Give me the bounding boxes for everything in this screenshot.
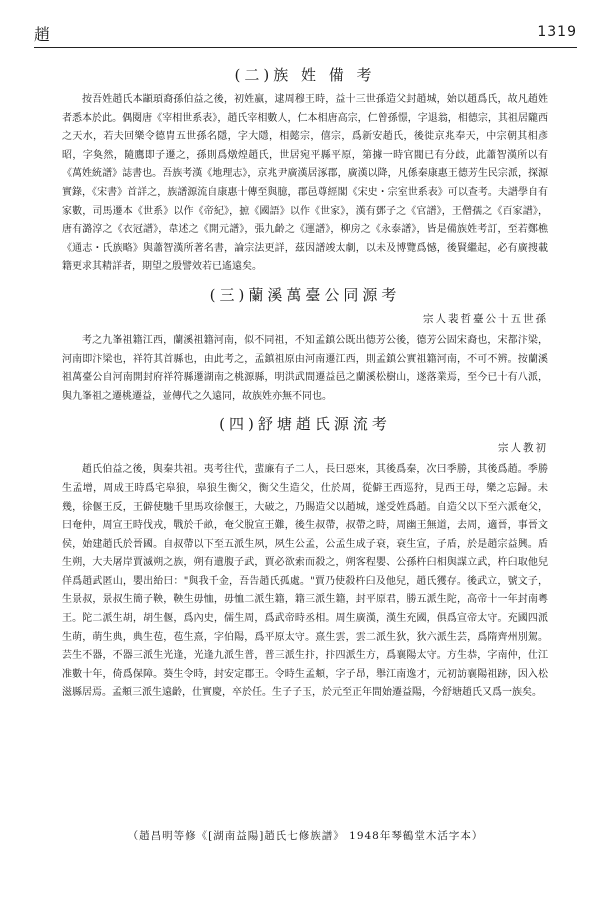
- source-citation: （趙昌明等修《[湖南益陽]趙氏七修族譜》 1948年琴鶴堂木活字本）: [127, 830, 484, 842]
- section-lanxi-origin: [62, 284, 548, 406]
- header-surname: 趙: [34, 25, 51, 44]
- section-title: (三)蘭溪萬臺公同源考: [209, 285, 401, 304]
- paragraph: 趙氏伯益之後，與秦共祖。夷考往代，蜚廉有子二人，長曰惡來，其後爲秦，次曰季勝，其後爲趙。季勝生孟增，周成王時爲宅皋狼，皋狼生衡父，衡父生造父，仕於周，從僻王西巡狩，見西王母，樂之忘歸。未幾，徐偃王反，王僻使馳千里馬攻徐偃王，大破之，乃賜造父以趙城，遂受姓爲趙。自造父以下至六派奄父，曰奄仲，周宣王時伐戎，戰於千畝，奄父脫宣王難，後生叔帶，叔帶之時，周幽王無道，去周，適晉，事晉文侯，始建趙氏於晉國。自叔帶以下至五派生夙，夙生公孟，公孟生成子衰，衰生宣，子盾，於是趙宗益興。盾生朔，大夫屠岸賈滅朔之族，朔有遺腹子武，賈必欲索而殺之，朔客程嬰、公孫杵臼相與謀立武，杵臼取他兒佯爲趙武匿山，嬰出紿曰："與我千金，吾告趙氏孤處。"賈乃使殺杵臼及他兒，趙氏獲存。後武立，號文子，生景叔，景叔生簡子鞅，鞅生毋恤，毋恤二派生籍，籍三派生籍，封平原君，勝五派生陀，高帝十一年封南粵王。陀二派生胡，胡生偃，爲內史，儒生周，爲武帝時丞相。周生廣漢，漢生充國，俱爲宣帝太守。充國四派生萌，萌生典，典生苞，苞生熹，字伯陽，爲平原太守。熹生雲，雲二派生狄，狄六派生芸，爲隋齊州別駕。芸生不器，不器三派生光逢，光逢九派生普，普三派生抃，抃四派生方，爲襄陽太守。方生恭，字南仲，仕江准數十年，倚爲保障。葵生令時，封安定郡王。令時生孟頫，字子昂，舉江南逸才，元初訪襄陽祖跡，因入松滋縣居焉。孟頫三派生遠齡，仕實慶，卒於任。生子子玉，於元至正年間始遷益陽，今舒塘趙氏又爲一族矣。: [62, 464, 548, 699]
- section-shutang-origin: [62, 413, 548, 703]
- section-title: (四)舒塘趙氏源流考: [219, 415, 391, 434]
- section-author: 宗人教初: [498, 442, 548, 455]
- main-content: [62, 60, 548, 710]
- section-author: 宗人裴哲臺公十五世孫: [423, 312, 548, 325]
- header-rule: [34, 47, 577, 48]
- paragraph: 按吾姓趙氏本顓頊裔孫伯益之後，初姓嬴，逮周穆王時，益十三世孫造父封趙城，始以趙爲氏，故凡趙姓者悉本於此。偶閱唐《宰相世系表》，趙氏宰相數人，仁本相唐高宗，仁曾孫憬，字退翁，相德宗，其祖居隴西之天水，若夫回樂令德胄五世孫名隱，字大隱，相懿宗，僖宗，爲新安趙氏，後徙京兆奉天，中宗朝其相彥昭，字奐然，隨鷹即子遷之，孫則爲燉煌趙氏，世居宛平縣平原，第據一時官閥已有分歧，此蕭智漢所以有《萬姓統譜》誌書也。吾族考漢《地理志》，京兆尹廣漢居涿郡，廣漢以降，凡係秦康惠王德芳生民宗派，探源實錄，《宋書》首詳之，族譜源流自康惠十傳至與臆，郡邑尊經閣《宋史・宗室世系表》可以查考。夫譜學自有家數，司馬遷本《世系》以作《帝紀》，摭《國語》以作《世家》，漢有鄧子之《官譜》，王僧孺之《百家譜》，唐有潞淳之《衣冠譜》，韋述之《開元譜》，張九齡之《運譜》，柳房之《永泰譜》，皆是備族姓考訂，至若鄭樵《通志・氏族略》與蕭智漢所著名書，論宗法更詳，茲因譜竣太劇，以未及博覽爲憾，後賢繼起，必有廣搜載籍更求其精詳者，期望之殷譬效若已遙遠矣。: [62, 94, 548, 273]
- section-title: (二)族 姓 備 考: [234, 66, 376, 84]
- page-header: [34, 20, 577, 44]
- page-number: 1319: [537, 24, 577, 40]
- section-clan-surname: [62, 64, 548, 277]
- paragraph: 考之九峯祖籍江西，蘭溪祖籍河南，似不同祖，不知孟鎮公既出德芳公後，德芳公固宋裔也，宋都汴梁，河南即汴梁也，祥符其首縣也，由此考之，孟鎮祖原由河南遷江西，則孟鎮公實祖籍河南，不可不辨。按蘭溪祖萬臺公自河南開封府祥符縣遷湖南之桃源縣，明洪武間遷益邑之蘭溪松樹山，遂落業焉，至今已十有八派，與九峯祖之遷桃遷益，並傳代之久遠同，故族姓亦無不同也。: [62, 334, 548, 402]
